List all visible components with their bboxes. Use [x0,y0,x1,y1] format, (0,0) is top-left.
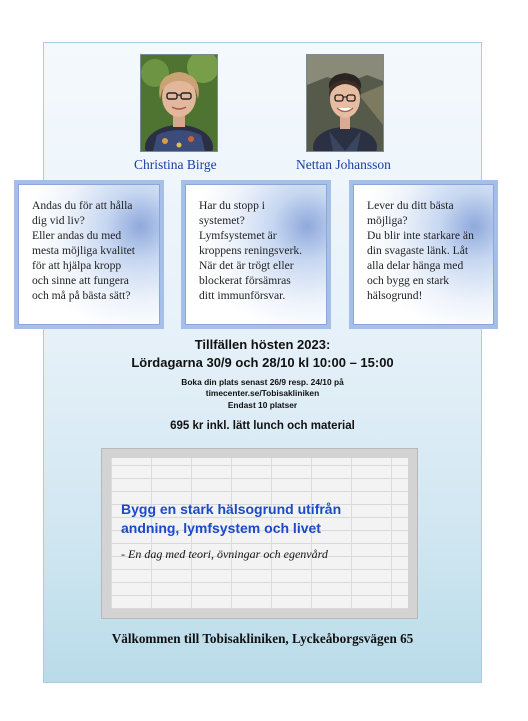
question-line: Du blir inte starkare än [367,229,474,242]
question-line: Har du stopp i [199,199,266,212]
question-box-lymph [181,180,331,329]
price-info: 695 kr inkl. lätt lunch och material [170,420,355,432]
booking-url: timecenter.se/Tobisakliniken [205,388,320,398]
occasions-title: Tillfällen hösten 2023: [194,337,331,352]
banner-headline-line: Bygg en stark hälsogrund utifrån [121,501,342,517]
welcome-footer: Välkommen till Tobisakliniken, Lyckeåborgsvägen 65 [111,631,414,646]
person-name-nettan: Nettan Johansson [296,157,391,172]
question-line: dig vid liv? [32,214,85,227]
question-line: mesta möjliga kvalitet [32,244,136,257]
question-line: Andas du för att hålla [32,199,133,212]
question-line: blockerat försämras [199,274,291,287]
question-line: för att hjälpa kropp [32,259,122,272]
question-line: och bygg en stark [367,274,450,287]
question-line: Lever du ditt bästa [367,199,454,212]
banner-subtitle: - En dag med teori, övningar och egenvård [121,547,328,561]
photo-christina-birge [140,54,218,152]
question-line: När det är trögt eller [199,259,294,272]
question-line: systemet? [199,214,245,227]
event-dates: Lördagarna 30/9 och 28/10 kl 10:00 – 15:00 [131,355,394,370]
question-line: hälsogrund! [367,289,423,302]
photo-nettan-johansson [306,54,384,152]
question-line: Eller andas du med [32,229,122,242]
question-box-breathing [14,180,164,329]
question-line: kroppens reningsverk. [199,244,303,257]
booking-deadline: Boka din plats senast 26/9 resp. 24/10 på [181,377,344,387]
question-line: möjliga? [367,214,408,227]
question-line: och sinne att fungera [32,274,129,287]
person-name-christina: Christina Birge [134,157,217,172]
question-line: alla delar hänga med [367,259,464,272]
question-box-life [349,180,498,329]
question-line: ditt immunförsvar. [199,289,286,302]
question-line: din svagaste länk. Låt [367,244,469,257]
banner-headline-line: andning, lymfsystem och livet [121,520,321,536]
question-line: och må på bästa sätt? [32,289,131,302]
spots-limit: Endast 10 platser [227,400,298,410]
banner-headline [121,500,411,538]
question-line: Lymfsystemet är [199,229,277,242]
